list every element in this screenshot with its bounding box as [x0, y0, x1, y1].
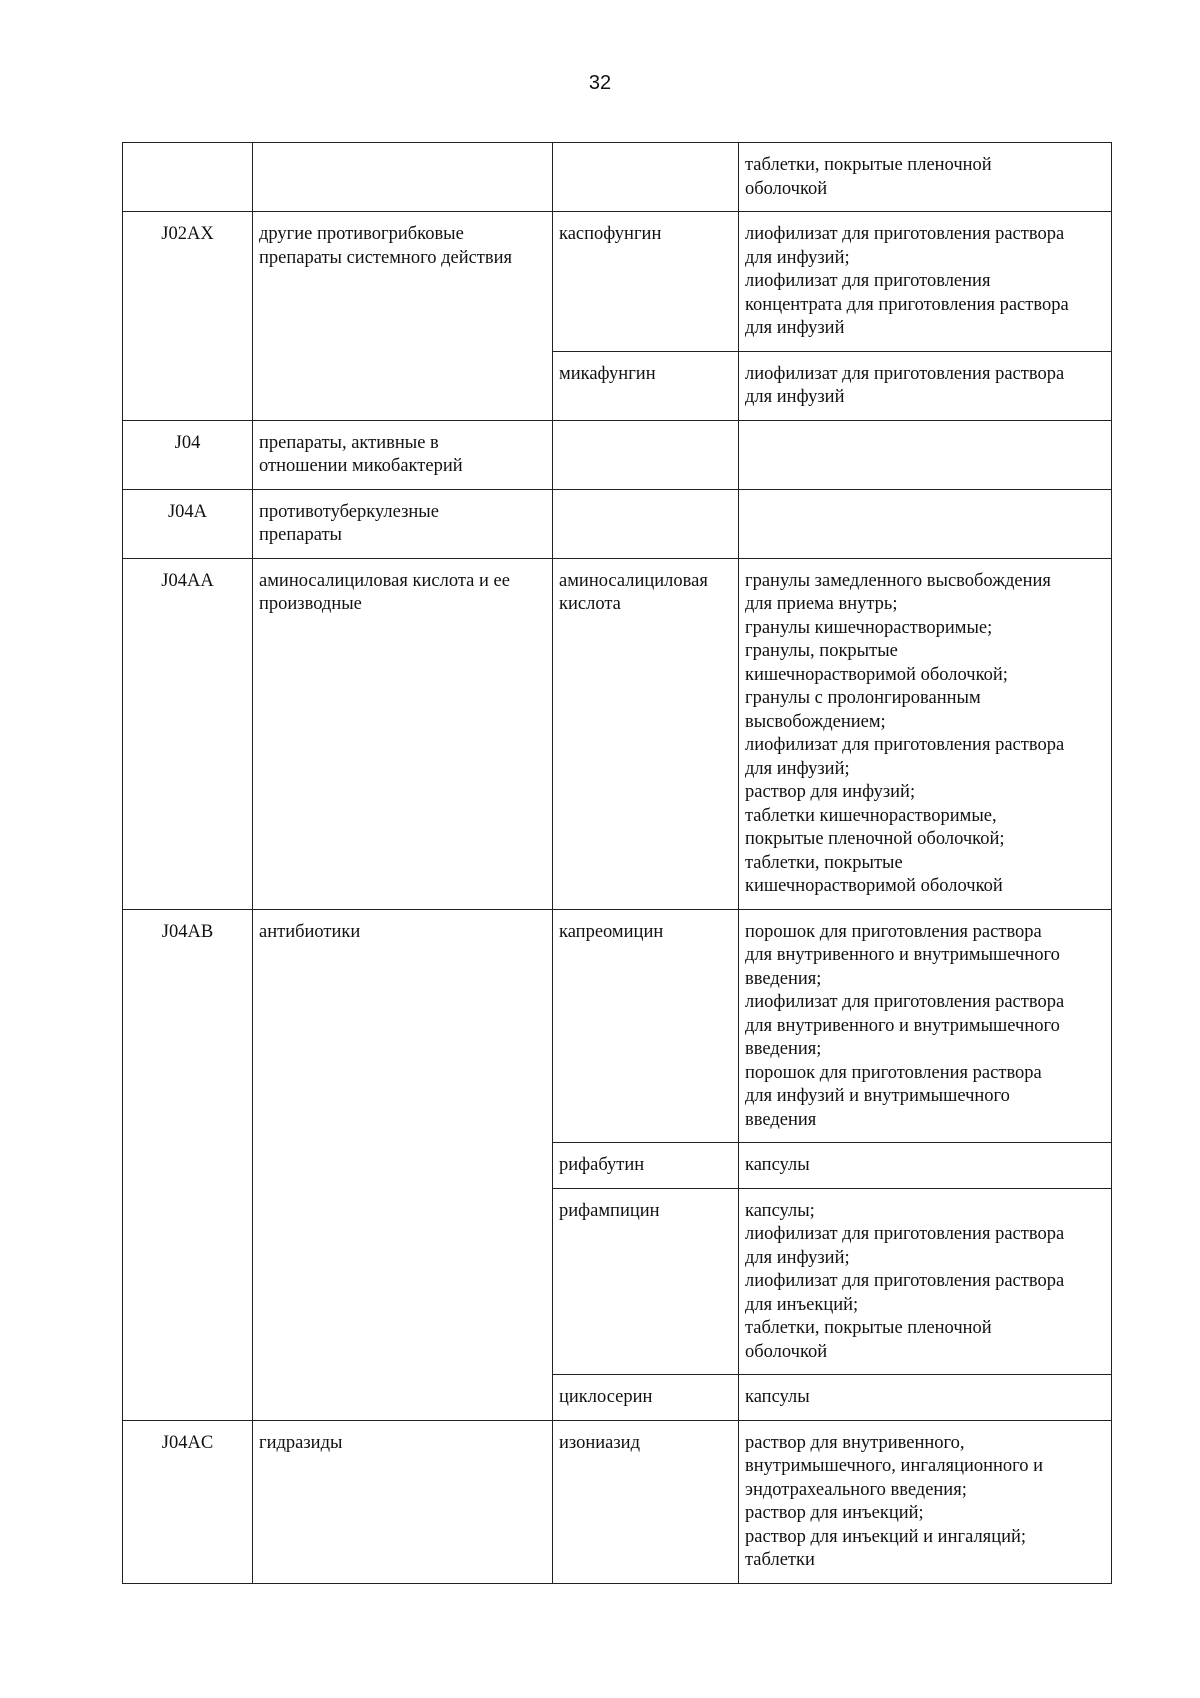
group-name-cell: [253, 558, 553, 909]
dosage-forms-cell-line: раствор для внутривенного,: [745, 1432, 965, 1453]
dosage-forms-cell-line: таблетки: [745, 1550, 815, 1570]
drug-name-cell: капреомицин: [553, 909, 739, 1143]
table-row: [123, 558, 1112, 909]
atc-code-cell: J04AC: [123, 1420, 253, 1583]
drug-name-cell: рифабутин: [553, 1143, 739, 1189]
dosage-forms-cell-line: оболочкой: [745, 178, 828, 199]
dosage-forms-cell-line: лиофилизат для приготовления раствора: [745, 224, 1065, 244]
dosage-forms-cell-line: для приема внутрь;: [745, 594, 898, 614]
dosage-forms-cell-line: раствор для инфузий;: [745, 782, 916, 802]
dosage-forms-cell: [739, 909, 1112, 1143]
atc-code-cell: J04AA: [123, 558, 253, 909]
group-name-cell: [253, 420, 553, 489]
dosage-forms-cell-line: концентрата для приготовления раствора: [745, 294, 1069, 315]
dosage-forms-cell-line: для инфузий: [745, 387, 845, 407]
dosage-forms-cell: [739, 351, 1112, 420]
dosage-forms-cell: [739, 1188, 1112, 1375]
drug-table: [122, 142, 1112, 1584]
dosage-forms-cell-line: капсулы;: [745, 1200, 815, 1221]
dosage-forms-cell-line: оболочкой: [745, 1341, 828, 1362]
table-row: [123, 420, 1112, 489]
atc-code-cell: J04A: [123, 489, 253, 558]
dosage-forms-cell-line: для инфузий: [745, 318, 845, 338]
dosage-forms-cell-line: для инфузий;: [745, 1247, 850, 1268]
dosage-forms-cell: [739, 1143, 1112, 1189]
table-row: [123, 489, 1112, 558]
dosage-forms-cell-line: таблетки, покрытые: [745, 852, 903, 873]
dosage-forms-cell-line: таблетки, покрытые пленочной: [745, 1318, 992, 1338]
dosage-forms-cell-line: для инфузий;: [745, 247, 850, 268]
table-row: [123, 1420, 1112, 1583]
dosage-forms-cell-line: раствор для инъекций;: [745, 1503, 924, 1523]
dosage-forms-cell: [739, 212, 1112, 352]
dosage-forms-cell-line: высвобождением;: [745, 711, 886, 732]
drug-name-cell: [553, 558, 739, 909]
dosage-forms-cell-line: гранулы замедленного высвобождения: [745, 570, 1051, 591]
group-name-cell-line: аминосалициловая кислота и ее: [259, 570, 510, 591]
drug-name-cell-line: кислота: [559, 594, 621, 614]
dosage-forms-cell: [739, 143, 1112, 212]
group-name-cell: [253, 1420, 553, 1583]
dosage-forms-cell-line: таблетки, покрытые пленочной: [745, 155, 992, 175]
drug-name-cell: изониазид: [553, 1420, 739, 1583]
dosage-forms-cell-line: гранулы, покрытые: [745, 641, 898, 661]
group-name-cell: [253, 212, 553, 421]
dosage-forms-cell: [739, 1375, 1112, 1421]
dosage-forms-cell-line: гранулы кишечнорастворимые;: [745, 617, 993, 638]
dosage-forms-cell-line: введения;: [745, 968, 822, 989]
dosage-forms-cell-line: покрытые пленочной оболочкой;: [745, 829, 1005, 849]
group-name-cell-line: препараты: [259, 525, 342, 545]
table-row: [123, 143, 1112, 212]
dosage-forms-cell-line: лиофилизат для приготовления: [745, 271, 991, 291]
dosage-forms-cell-line: таблетки кишечнорастворимые,: [745, 805, 997, 826]
atc-code-cell: [123, 143, 253, 212]
dosage-forms-cell: [739, 420, 1112, 489]
dosage-forms-cell-line: порошок для приготовления раствора: [745, 1062, 1042, 1083]
group-name-cell-line: антибиотики: [259, 921, 361, 942]
dosage-forms-cell-line: внутримышечного, ингаляционного и: [745, 1456, 1044, 1476]
dosage-forms-cell-line: для инфузий;: [745, 758, 850, 779]
dosage-forms-cell-line: порошок для приготовления раствора: [745, 921, 1042, 942]
table-row: [123, 909, 1112, 1143]
group-name-cell-line: противотуберкулезные: [259, 501, 439, 522]
drug-name-cell-line: аминосалициловая: [559, 570, 708, 591]
dosage-forms-cell-line: лиофилизат для приготовления раствора: [745, 992, 1065, 1012]
drug-name-cell: рифампицин: [553, 1188, 739, 1375]
group-name-cell: [253, 143, 553, 212]
group-name-cell: [253, 489, 553, 558]
dosage-forms-cell-line: гранулы с пролонгированным: [745, 688, 981, 708]
group-name-cell-line: препараты системного действия: [259, 247, 513, 268]
dosage-forms-cell-line: кишечнорастворимой оболочкой;: [745, 664, 1008, 685]
group-name-cell-line: препараты, активные в: [259, 432, 439, 453]
drug-name-cell: [553, 420, 739, 489]
dosage-forms-cell: [739, 558, 1112, 909]
dosage-forms-cell-line: лиофилизат для приготовления раствора: [745, 735, 1065, 755]
atc-code-cell: J04: [123, 420, 253, 489]
group-name-cell-line: другие противогрибковые: [259, 224, 464, 244]
dosage-forms-cell-line: раствор для инъекций и ингаляций;: [745, 1526, 1027, 1547]
dosage-forms-cell-line: капсулы: [745, 1387, 810, 1407]
dosage-forms-cell-line: капсулы: [745, 1155, 810, 1175]
dosage-forms-cell-line: лиофилизат для приготовления раствора: [745, 1224, 1065, 1244]
dosage-forms-cell: [739, 1420, 1112, 1583]
dosage-forms-cell-line: эндотрахеального введения;: [745, 1479, 967, 1500]
dosage-forms-cell-line: лиофилизат для приготовления раствора: [745, 1271, 1065, 1291]
dosage-forms-cell-line: для инъекций;: [745, 1294, 859, 1315]
drug-name-cell: [553, 489, 739, 558]
drug-name-cell: [553, 143, 739, 212]
page-number: 32: [588, 72, 612, 94]
dosage-forms-cell-line: для внутривенного и внутримышечного: [745, 945, 1060, 965]
group-name-cell-line: отношении микобактерий: [259, 456, 463, 476]
table-row: [123, 212, 1112, 352]
group-name-cell: [253, 909, 553, 1420]
drug-name-cell: микафунгин: [553, 351, 739, 420]
dosage-forms-cell-line: для внутривенного и внутримышечного: [745, 1015, 1060, 1036]
dosage-forms-cell-line: введения: [745, 1109, 817, 1130]
table-body: [123, 143, 1112, 1584]
atc-code-cell: J04AB: [123, 909, 253, 1420]
drug-name-cell: каспофунгин: [553, 212, 739, 352]
dosage-forms-cell-line: кишечнорастворимой оболочкой: [745, 876, 1003, 896]
dosage-forms-cell: [739, 489, 1112, 558]
dosage-forms-cell-line: для инфузий и внутримышечного: [745, 1086, 1010, 1106]
group-name-cell-line: производные: [259, 594, 362, 614]
atc-code-cell: J02AX: [123, 212, 253, 421]
drug-name-cell: циклосерин: [553, 1375, 739, 1421]
dosage-forms-cell-line: лиофилизат для приготовления раствора: [745, 363, 1065, 384]
dosage-forms-cell-line: введения;: [745, 1039, 822, 1059]
group-name-cell-line: гидразиды: [259, 1432, 343, 1453]
